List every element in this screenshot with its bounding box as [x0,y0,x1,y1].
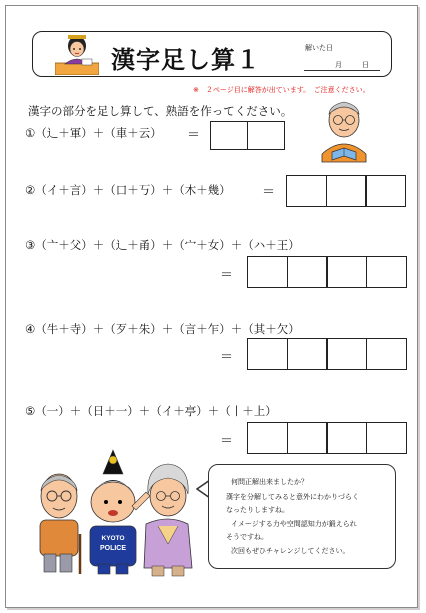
elderly-man-reading-illustration [318,96,370,166]
page-title: 漢字足し算１ [111,45,261,74]
month-label: 月 [335,61,342,69]
answer-box[interactable] [326,256,367,288]
answer-box[interactable] [247,121,285,150]
answer-box[interactable] [247,256,288,288]
message-line-6: 次回もぜひチャレンジしてください。 [231,547,350,555]
instruction-text: 漢字の部分を足し算して、熟語を作ってください。 [28,104,293,118]
question-4-equals: ＝ [220,350,234,365]
question-3-expression: ③（亠＋父）＋（⻌＋甬）＋（宀＋女）＋（ハ＋王） [25,238,300,252]
question-2-answer-boxes [286,175,406,207]
solved-date-label: 解いた日 [305,44,333,52]
question-2-equals: ＝ [262,185,276,200]
answer-box[interactable] [287,256,328,288]
answer-notice: ※ ２ページ目に解答が出ています。 ご注意ください。 [193,86,370,94]
characters-illustration [28,444,198,578]
police-text-police: POLICE [99,545,127,552]
answer-box[interactable] [287,338,328,370]
question-4-answer-boxes [247,338,407,370]
answer-box[interactable] [247,422,288,454]
message-line-4: イメージする力や空間認知力が鍛えられ [231,520,357,528]
question-4-expression: ④（牛＋寺）＋（歹＋朱）＋（言＋乍）＋（其＋欠） [25,322,300,336]
teacher-illustration [55,33,99,75]
answer-box[interactable] [210,121,248,150]
question-1-equals: ＝ [187,128,201,143]
answer-box[interactable] [366,256,407,288]
question-2-expression: ②（イ＋言）＋（口＋丂）＋（木＋幾） [25,183,231,197]
answer-box[interactable] [326,338,367,370]
date-underline [304,70,380,71]
question-3-equals: ＝ [220,268,234,283]
answer-box[interactable] [366,422,407,454]
day-label: 日 [362,61,369,69]
message-line-2: 漢字を分解してみると意外にわかりづらく [226,493,359,501]
question-5-equals: ＝ [220,434,234,449]
answer-box[interactable] [326,175,367,207]
answer-box[interactable] [247,338,288,370]
answer-box[interactable] [365,175,406,207]
question-5-expression: ⑤（一）＋（日＋一）＋（イ＋亭）＋（丨＋上） [25,404,277,418]
question-1-answer-boxes [210,121,285,150]
answer-box[interactable] [286,175,327,207]
answer-box[interactable] [326,422,367,454]
message-line-1: 何問正解出来ましたか？ [231,478,308,486]
police-text-kyoto: KYOTO [101,535,125,542]
message-line-5: そうですね。 [226,533,268,541]
answer-box[interactable] [287,422,328,454]
answer-box[interactable] [366,338,407,370]
question-5-answer-boxes [247,422,407,454]
question-3-answer-boxes [247,256,407,288]
question-1-expression: ①（⻌＋軍）＋（車＋云） [25,126,162,140]
message-line-3: なったりしますね。 [226,506,289,514]
